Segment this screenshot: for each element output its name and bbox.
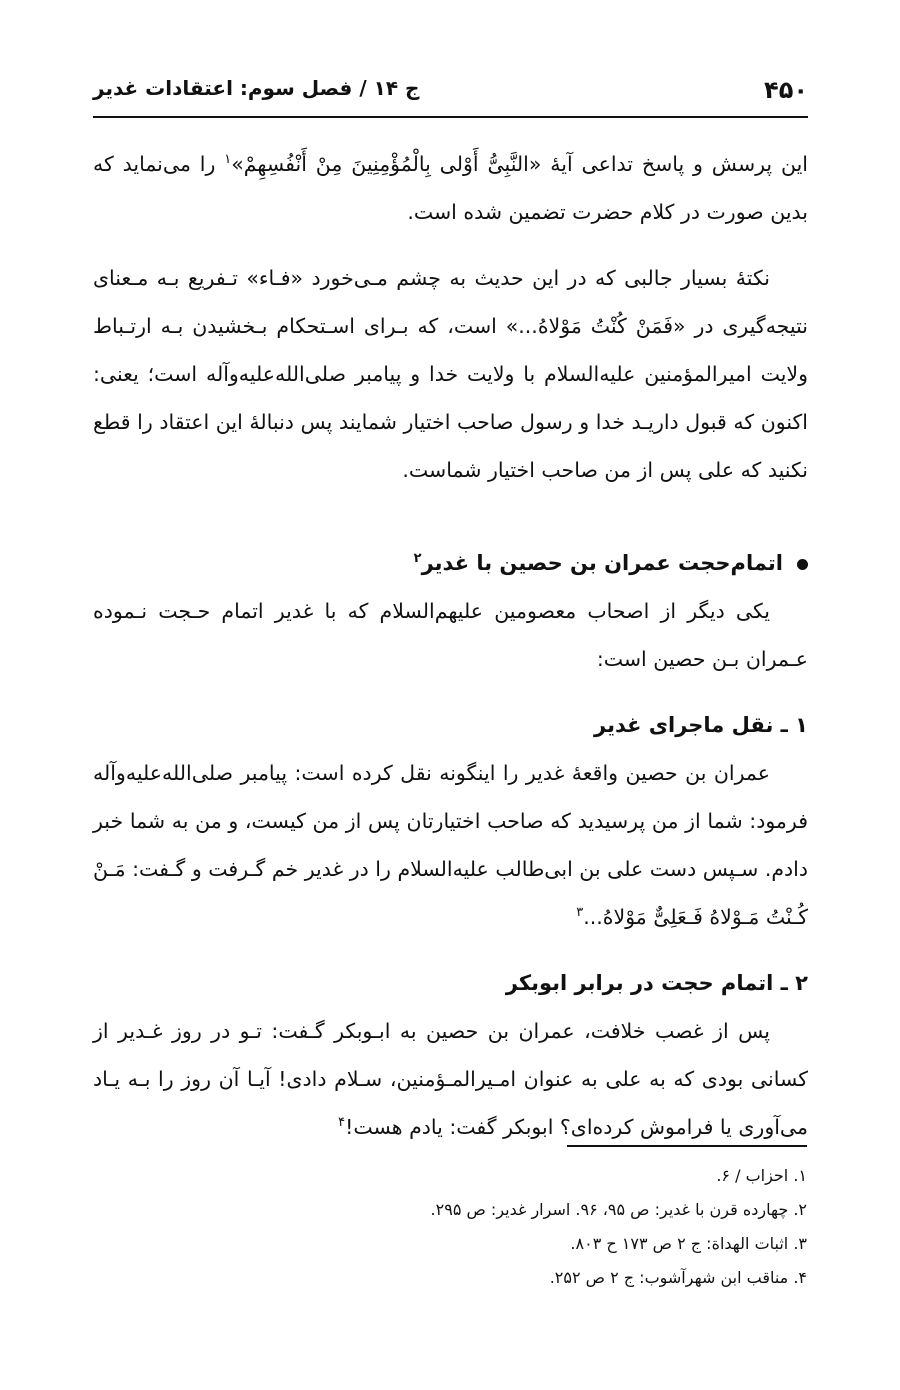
footnote-2: ۲. چهارده قرن با غدیر: ص ۹۵، ۹۶. اسرار غدیر: ص ۲۹۵. bbox=[430, 1200, 807, 1219]
running-title: ج ۱۴ / فصل سوم: اعتقادات غدیر bbox=[93, 76, 420, 100]
page-number: ۴۵۰ bbox=[764, 76, 808, 104]
footnote-ref-1: ۱ bbox=[224, 152, 232, 168]
subheading-2: ۲ ـ اتمام حجت در برابر ابوبکر bbox=[505, 971, 808, 995]
footnote-ref-2: ۲ bbox=[413, 551, 422, 566]
footnote-1: ۱. احزاب / ۶. bbox=[716, 1166, 807, 1185]
section-heading bbox=[93, 539, 808, 587]
section-heading-text: اتمام‌حجت عمران بن حصین با غدیر bbox=[421, 551, 783, 575]
bullet-icon bbox=[797, 559, 808, 570]
footnote-ref-3: ۳ bbox=[576, 905, 584, 921]
paragraph-1-rest: را می‌نماید که بدین صورت در کلام حضرت تضمین شده است. bbox=[93, 152, 808, 224]
paragraph-5-text: پس از غصب خلافت، عمران بن حصین به ابـوبکر گـفت: تـو در روز غـدیر از کسانی بودی که به علی به عنوان امـیرالمـؤمنین، سـلام دادی! آیـا آن روز را بـه یـاد می‌آوری یا فراموش کرده‌ای؟ ابوبکر گفت: یادم هست! bbox=[93, 1019, 808, 1139]
subheading-1: ۱ ـ نقل ماجرای غدیر bbox=[594, 713, 808, 737]
footnote-4: ۴. مناقب ابن شهرآشوب: ج ۲ ص ۲۵۲. bbox=[549, 1268, 807, 1287]
paragraph-1 bbox=[93, 140, 808, 236]
footnote-3: ۳. اثبات الهداة: ج ۲ ص ۱۷۳ ح ۸۰۳. bbox=[570, 1234, 807, 1253]
footnote-rule bbox=[567, 1145, 807, 1147]
paragraph-2: نکتهٔ بسیار جالبی که در این حدیث به چشم مـی‌خورد «فـاء» تـفریع بـه مـعنای نتیجه‌گیری در «فَمَنْ کُنْتُ مَوْلاهُ...» است، که بـرای اسـتحکام بـخشیدن بـه ارتـباط ولایت امیرالمؤمنین علیه‌السلام با ولایت خدا و پیامبر صلی‌الله‌علیه‌وآله است؛ یعنی: اکنون که قبول داریـد خدا و رسول صاحب اختیار شمایند پس دنبالهٔ این اعتقاد را قطع نکنید که علی پس از من صاحب اختیار شماست. bbox=[93, 266, 808, 482]
paragraph-1-text: این پرسش و پاسخ تداعی آیهٔ «النَّبِیُّ أَوْلی بِالْمُؤْمِنِینَ مِنْ أَنْفُسِهِمْ» bbox=[231, 152, 808, 176]
paragraph-5 bbox=[93, 1007, 808, 1151]
paragraph-4-text: عمران بن حصین واقعهٔ غدیر را اینگونه نقل کرده است: پیامبر صلی‌الله‌علیه‌وآله فرمود: شما از من پرسیدید که صاحب اختیارتان پس از من کیست، و من به شما خبر دادم. سـپس دست علی بن ابی‌طالب علیه‌السلام را در غدیر خم گـرفت و گـفت: مَـنْ کُـنْتُ مَـوْلاهُ فَـعَلِیٌّ مَوْلاهُ... bbox=[93, 761, 808, 929]
paragraph-3: یکی دیگر از اصحاب معصومین علیهم‌السلام که با غدیر اتمام حـجت نـموده عـمران بـن حصین است: bbox=[93, 599, 808, 671]
footnote-ref-4: ۴ bbox=[338, 1115, 346, 1131]
page-body bbox=[93, 140, 808, 1151]
paragraph-4 bbox=[93, 749, 808, 941]
page-header bbox=[93, 66, 808, 118]
